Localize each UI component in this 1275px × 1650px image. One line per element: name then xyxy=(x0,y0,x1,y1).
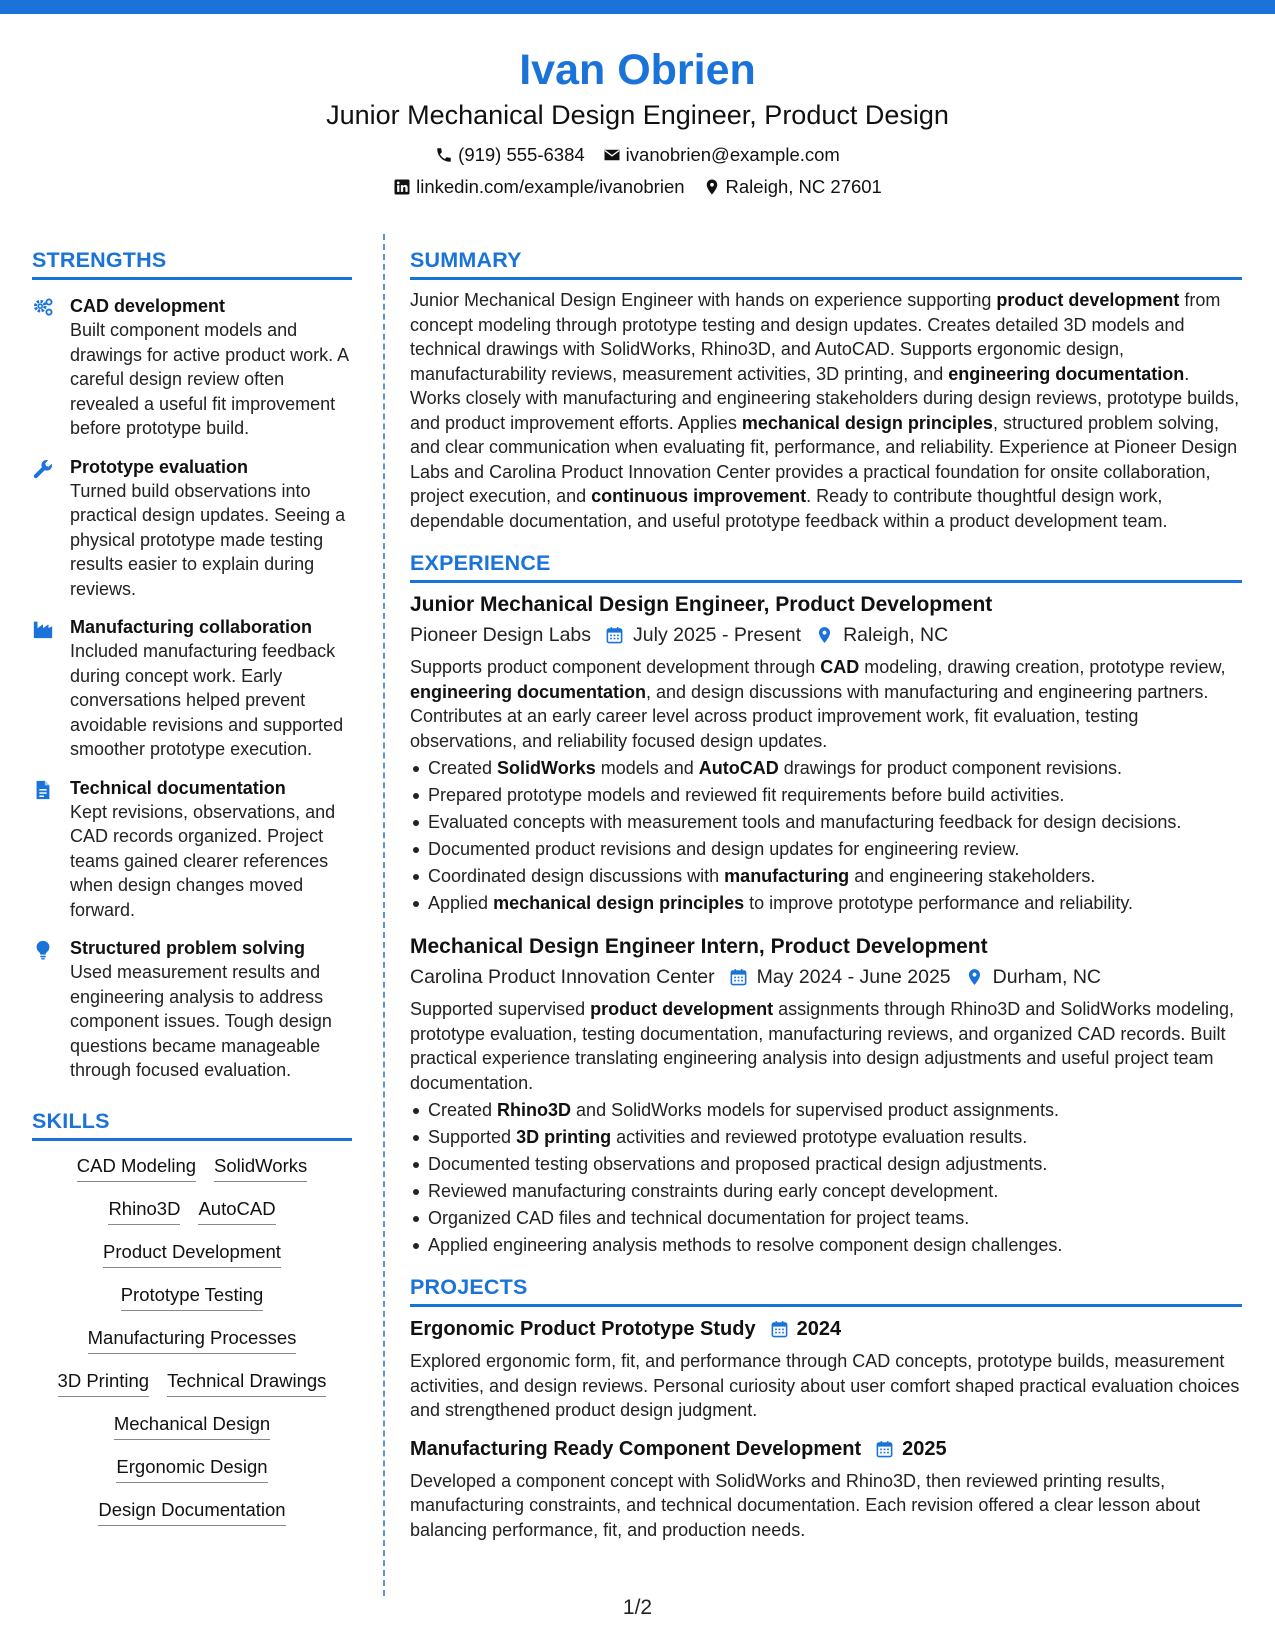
job-meta xyxy=(410,963,1242,991)
contact-linkedin[interactable] xyxy=(393,174,684,200)
strength-title: Manufacturing collaboration xyxy=(70,617,313,637)
strength-title: Technical documentation xyxy=(70,777,286,798)
gears-icon xyxy=(32,297,54,319)
skill-tag: Technical Drawings xyxy=(167,1368,326,1397)
skill-tag: 3D Printing xyxy=(58,1368,150,1397)
skill-row xyxy=(103,1239,281,1268)
bold-text: 3D printing xyxy=(516,1127,612,1147)
project-description: Explored ergonomic form, fit, and performance through CAD concepts, prototype builds, measurement activities, and design reviews. Personal curiosity about user comfort shaped practical evaluation choices and strengthened product design judgment. xyxy=(410,1351,1240,1420)
skill-row xyxy=(77,1153,308,1182)
job-dates: May 2024 - June 2025 xyxy=(756,966,951,988)
job-title: Junior Mechanical Design Engineer, Product Development xyxy=(410,593,993,616)
experience-heading: EXPERIENCE xyxy=(410,549,1242,583)
linkedin-icon xyxy=(393,178,411,196)
job-entry xyxy=(410,591,1242,917)
job-description: Supports product component development through CAD modeling, drawing creation, prototype review, engineering documentation, and design discussions with manufacturing and engineering partners. Contributes at an early career level across product improvement work, fit evaluation, testing observations, and reliability focused design updates. xyxy=(410,657,1226,751)
job-company: Pioneer Design Labs xyxy=(410,624,592,646)
strength-desc: Used measurement results and engineering analysis to address component issues. Tough design questions became manageable through focused evaluation. xyxy=(70,962,332,1080)
bold-text: continuous improvement xyxy=(591,486,807,506)
list-item: Prepared prototype models and reviewed fit requirements before build activities. xyxy=(410,782,1242,809)
map-pin-icon xyxy=(815,625,834,645)
job-entry xyxy=(410,933,1242,1259)
calendar-icon xyxy=(605,625,624,645)
resume-header xyxy=(0,44,1275,200)
skill-row xyxy=(98,1497,285,1526)
list-item: Applied mechanical design principles to improve prototype performance and reliability. xyxy=(410,890,1242,917)
project-title: Ergonomic Product Prototype Study xyxy=(410,1318,756,1340)
calendar-icon xyxy=(875,1439,894,1459)
summary-heading: SUMMARY xyxy=(410,246,1242,280)
bold-text: CAD xyxy=(820,657,860,677)
project-description: Developed a component concept with SolidWorks and Rhino3D, then reviewed printing results, manufacturing constraints, and technical documentation. Each revision offered a clear lesson about balancing performance, fit, and production needs. xyxy=(410,1470,1201,1540)
list-item: Documented testing observations and proposed practical design adjustments. xyxy=(410,1151,1242,1178)
job-dates: July 2025 - Present xyxy=(633,624,802,646)
contact-row-2 xyxy=(0,174,1275,200)
skills-list xyxy=(32,1153,352,1526)
skill-tag: AutoCAD xyxy=(198,1196,275,1225)
skill-tag: Product Development xyxy=(103,1239,281,1268)
contact-phone[interactable] xyxy=(435,142,585,168)
strength-title: Prototype evaluation xyxy=(70,456,249,477)
map-pin-icon xyxy=(703,178,721,196)
phone-text: (919) 555-6384 xyxy=(458,144,585,165)
list-item: Reviewed manufacturing constraints during early concept development. xyxy=(410,1178,1242,1205)
page-indicator: 1/2 xyxy=(622,1596,653,1619)
skill-row xyxy=(88,1325,297,1354)
wrench-icon xyxy=(32,458,54,480)
strength-item xyxy=(32,936,352,1083)
project-year: 2025 xyxy=(902,1437,947,1460)
bold-text: manufacturing xyxy=(724,866,850,886)
bold-text: AutoCAD xyxy=(698,758,779,778)
skill-row xyxy=(121,1282,264,1311)
project-header xyxy=(410,1435,1242,1463)
skill-tag: Prototype Testing xyxy=(121,1282,264,1311)
list-item: Coordinated design discussions with manufacturing and engineering stakeholders. xyxy=(410,863,1242,890)
skill-row xyxy=(116,1454,267,1483)
bold-text: engineering documentation xyxy=(410,681,647,702)
list-item: Applied engineering analysis methods to resolve component design challenges. xyxy=(410,1232,1242,1259)
list-item: Organized CAD files and technical documentation for project teams. xyxy=(410,1205,1242,1232)
strength-item xyxy=(32,776,352,923)
left-column xyxy=(32,246,352,1526)
column-divider xyxy=(383,234,385,1596)
map-pin-icon xyxy=(965,967,984,987)
top-accent-bar xyxy=(0,0,1275,14)
bold-text: Rhino3D xyxy=(497,1100,572,1120)
list-item: Created Rhino3D and SolidWorks models for supervised product assignments. xyxy=(410,1097,1242,1124)
email-text: ivanobrien@example.com xyxy=(625,144,840,165)
skill-tag: Design Documentation xyxy=(98,1497,285,1526)
job-title: Mechanical Design Engineer Intern, Product Development xyxy=(410,935,988,958)
list-item: Evaluated concepts with measurement tools and manufacturing feedback for design decisions. xyxy=(410,809,1242,836)
strength-item xyxy=(32,615,352,762)
envelope-icon xyxy=(603,146,621,164)
contact-email[interactable] xyxy=(603,142,840,168)
strength-item xyxy=(32,455,352,602)
strength-title: CAD development xyxy=(70,296,226,316)
location-text: Raleigh, NC 27601 xyxy=(725,176,882,197)
candidate-name: Ivan Obrien xyxy=(519,46,756,94)
project-entry xyxy=(410,1435,1242,1543)
job-bullets xyxy=(410,1097,1242,1259)
skill-tag: Mechanical Design xyxy=(114,1411,270,1440)
industry-icon xyxy=(32,618,54,640)
list-item: Documented product revisions and design updates for engineering review. xyxy=(410,836,1242,863)
strength-item xyxy=(32,294,352,441)
skill-tag: SolidWorks xyxy=(214,1153,307,1182)
list-item: Created SolidWorks models and AutoCAD drawings for product component revisions. xyxy=(410,755,1242,782)
strength-desc: Kept revisions, observations, and CAD records organized. Project teams gained clearer references when design changes moved forward. xyxy=(70,801,336,920)
strength-desc: Built component models and drawings for active product work. A careful design review often revealed a useful fit improvement before prototype build. xyxy=(70,320,349,438)
skill-row xyxy=(58,1368,327,1397)
skill-row xyxy=(114,1411,270,1440)
document-icon xyxy=(32,779,54,801)
list-item: Supported 3D printing activities and reviewed prototype evaluation results. xyxy=(410,1124,1242,1151)
project-title: Manufacturing Ready Component Development xyxy=(410,1437,862,1460)
job-location: Durham, NC xyxy=(992,966,1102,988)
job-meta xyxy=(410,621,1242,649)
strength-desc: Included manufacturing feedback during concept work. Early conversations helped prevent avoidable revisions and supported smoother prototype execution. xyxy=(70,641,344,759)
skill-tag: Manufacturing Processes xyxy=(88,1325,297,1354)
project-year: 2024 xyxy=(796,1318,842,1340)
bold-text: engineering documentation xyxy=(948,363,1185,384)
contact-location xyxy=(703,174,882,200)
bold-text: mechanical design principles xyxy=(741,412,993,433)
skills-heading: SKILLS xyxy=(32,1107,352,1141)
job-bullets xyxy=(410,755,1242,917)
skill-tag: Rhino3D xyxy=(108,1196,180,1225)
job-company: Carolina Product Innovation Center xyxy=(410,966,715,988)
project-header xyxy=(410,1315,1242,1343)
right-column xyxy=(410,246,1242,1542)
calendar-icon xyxy=(770,1319,789,1339)
summary-text: Junior Mechanical Design Engineer with hands on experience supporting product development from concept modeling through prototype testing and design updates. Creates detailed 3D models and technical drawings with SolidWorks, Rhino3D, and AutoCAD. Supports ergonomic design, manufacturability reviews, measurement activities, 3D printing, and engineering documentation. Works closely with manufacturing and engineering stakeholders during design reviews, prototype builds, and product improvement efforts. Applies mechanical design principles, structured problem solving, and clear communication when evaluating fit, performance, and reliability. Experience at Pioneer Design Labs and Carolina Product Innovation Center provides a practical foundation for onsite collaboration, project execution, and continuous improvement. Ready to contribute thoughtful design work, dependable documentation, and useful prototype feedback within a product development team. xyxy=(410,290,1240,531)
skill-row xyxy=(108,1196,275,1225)
skill-tag: Ergonomic Design xyxy=(116,1454,267,1483)
bold-text: product development xyxy=(996,290,1180,310)
job-description: Supported supervised product development assignments through Rhino3D and SolidWorks modeling, prototype evaluation, testing documentation, manufacturing reviews, and organized CAD records. Built practical experience translating engineering analysis into design adjustments and useful project team documentation. xyxy=(410,999,1235,1093)
candidate-title: Junior Mechanical Design Engineer, Product Design xyxy=(326,100,949,130)
bold-text: product development xyxy=(590,999,774,1019)
skill-tag: CAD Modeling xyxy=(77,1153,196,1182)
project-entry xyxy=(410,1315,1242,1423)
bold-text: SolidWorks xyxy=(497,758,596,778)
lightbulb-icon xyxy=(32,939,54,961)
projects-heading: PROJECTS xyxy=(410,1273,1242,1307)
strength-title: Structured problem solving xyxy=(70,938,306,958)
phone-icon xyxy=(435,146,453,164)
calendar-icon xyxy=(729,967,748,987)
job-location: Raleigh, NC xyxy=(843,624,949,646)
linkedin-text: linkedin.com/example/ivanobrien xyxy=(416,176,685,197)
strength-desc: Turned build observations into practical design updates. Seeing a physical prototype made testing results easier to explain during reviews. xyxy=(70,480,346,599)
bold-text: mechanical design principles xyxy=(493,893,745,913)
contact-row-1 xyxy=(0,142,1275,168)
strengths-heading: STRENGTHS xyxy=(32,246,352,280)
